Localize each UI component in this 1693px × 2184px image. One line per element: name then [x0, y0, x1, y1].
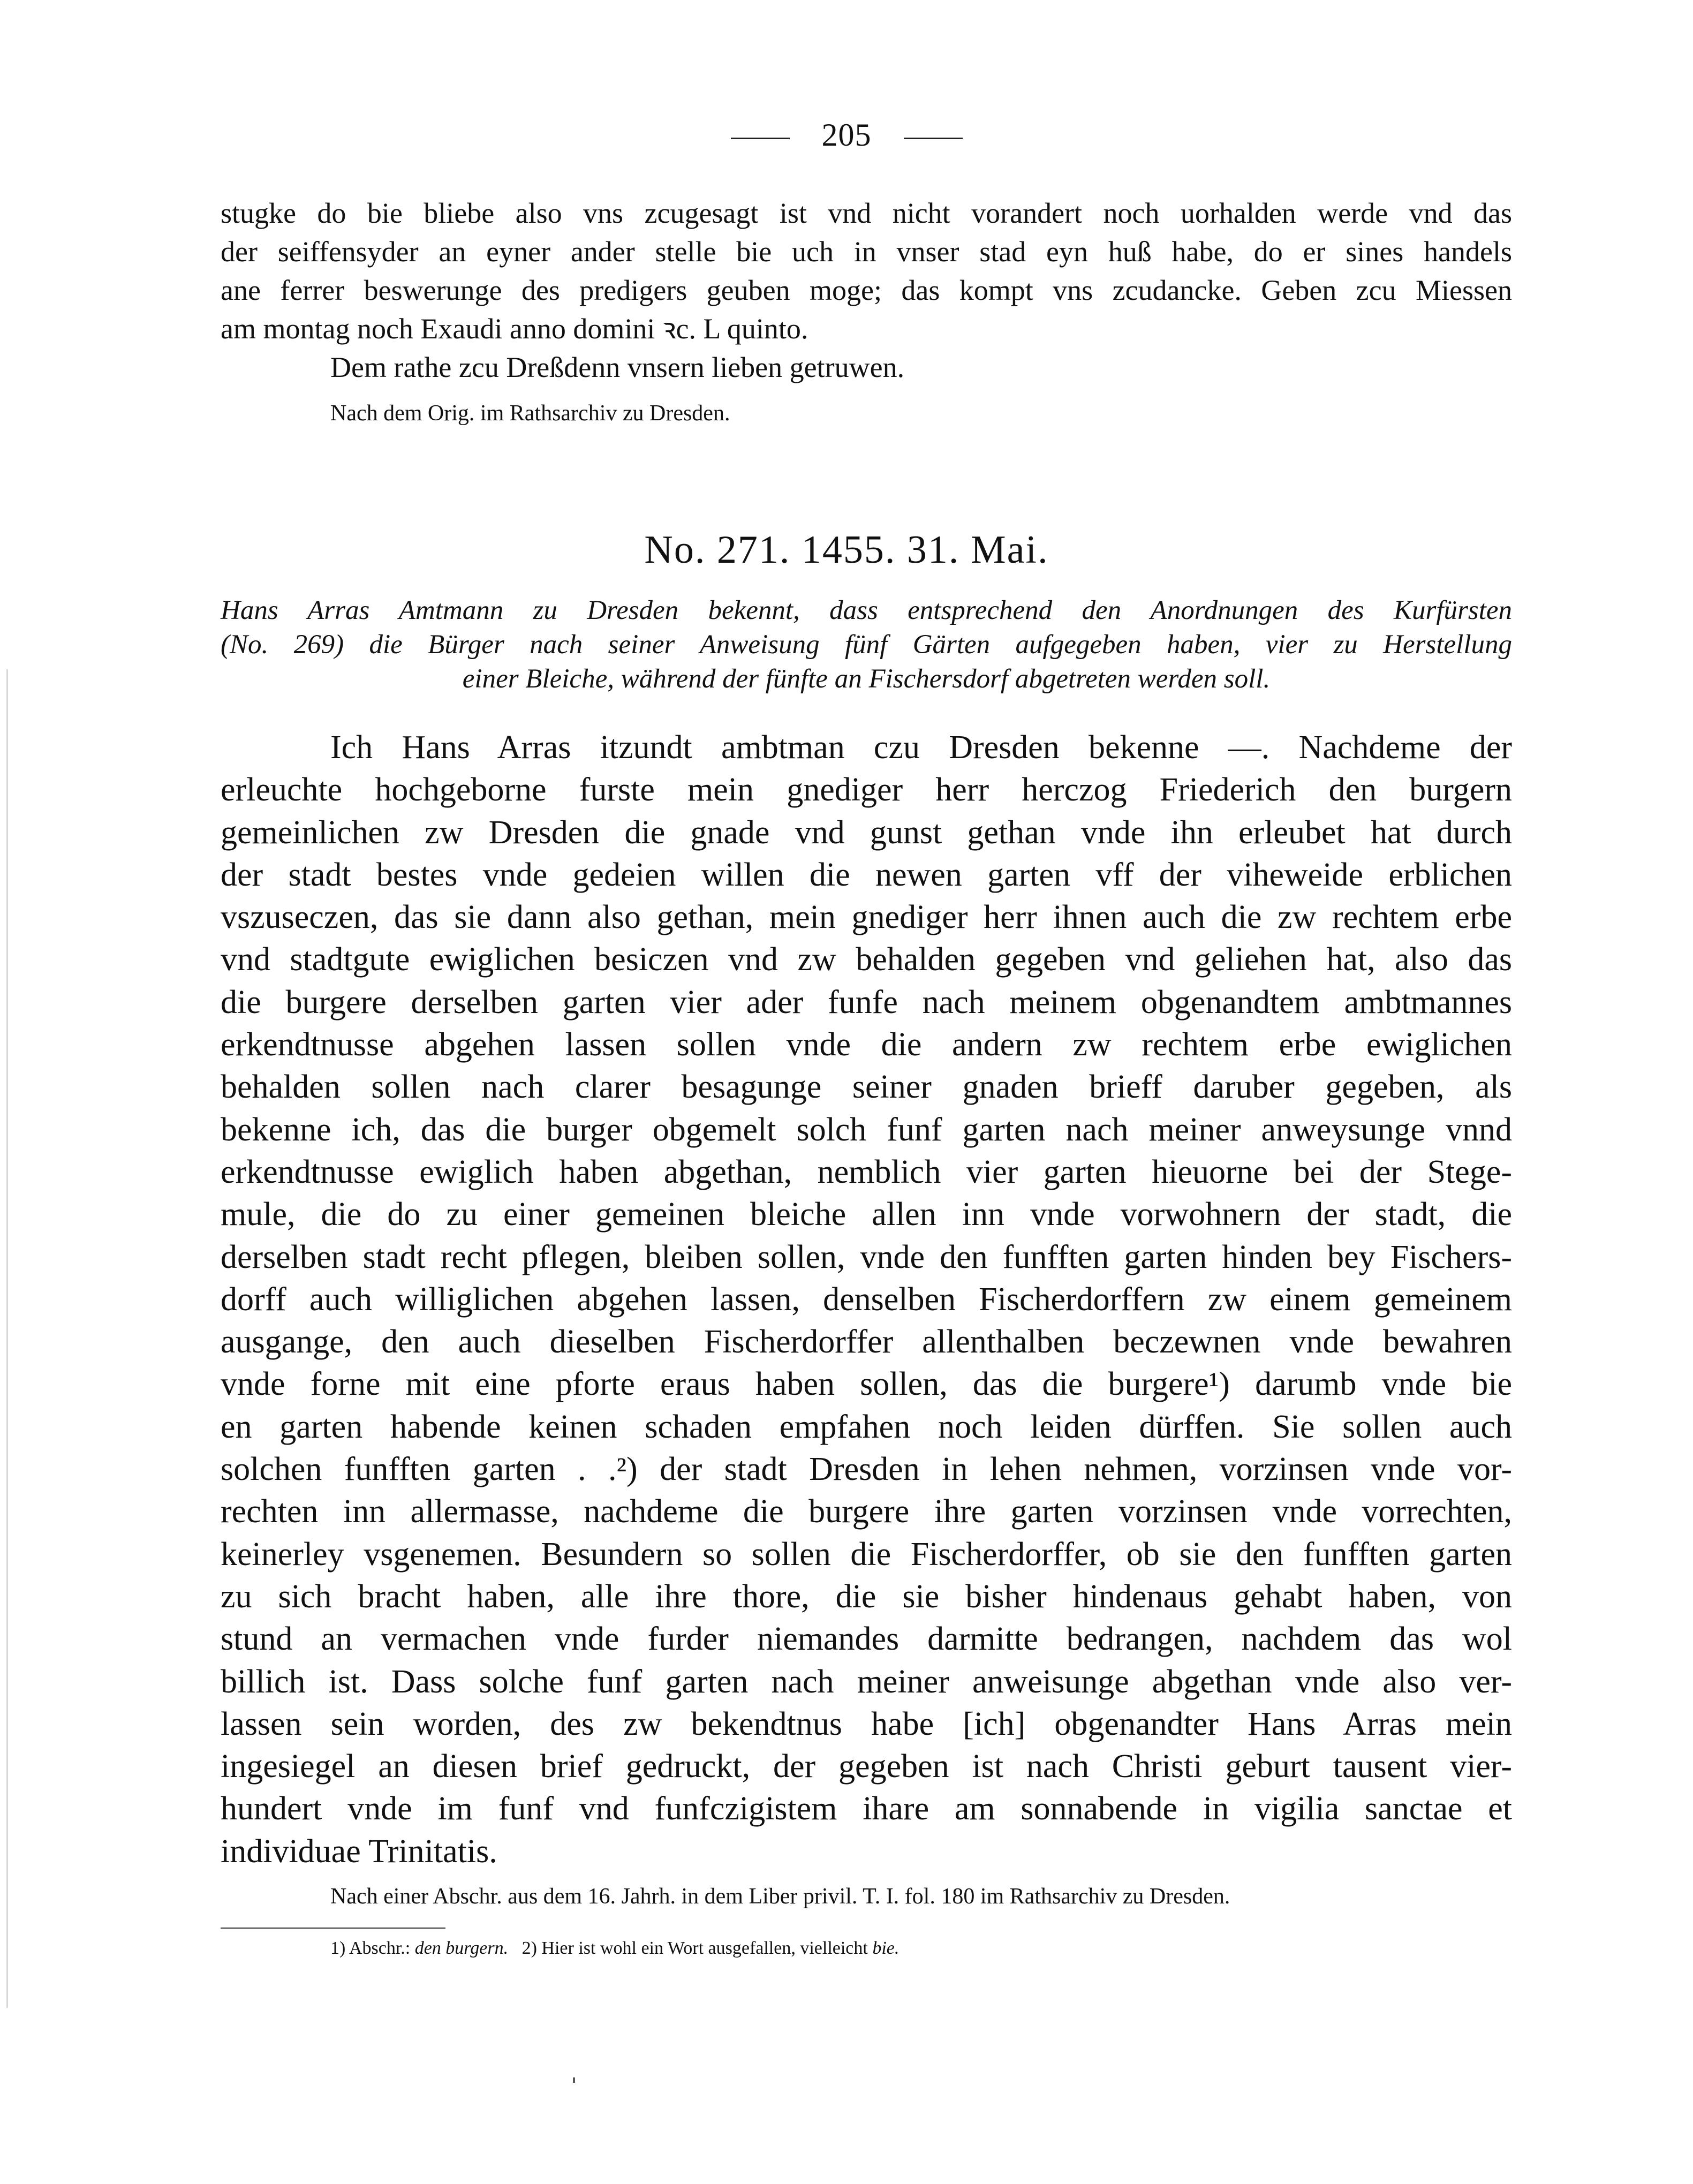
document-abstract: [221, 593, 1512, 696]
abstract-line: Hans Arras Amtmann zu Dresden bekennt, dass entsprechend den Anordnungen des Kurfürsten: [221, 595, 1512, 625]
page-number-left-rule: [731, 138, 790, 139]
body-line: bekenne ich, das die burger obgemelt solch funf garten nach meiner anweysunge vnnd: [221, 1111, 1512, 1148]
body-line: keinerley vsgenemen. Besundern so sollen die Fischerdorffer, ob sie den funfften garten: [221, 1536, 1512, 1573]
body-line: ingesiegel an diesen brief gedruckt, der gegeben ist nach Christi geburt tausent vier-: [221, 1748, 1512, 1785]
body-line: Ich Hans Arras itzundt ambtman czu Dresden bekenne —. Nachdeme der: [330, 729, 1512, 766]
document-source-note: Nach einer Abschr. aus dem 16. Jahrh. in dem Liber privil. T. I. fol. 180 im Rathsarchiv zu Dresden.: [330, 1884, 1230, 1909]
body-line: billich ist. Dass solche funf garten nach meiner anweisunge abgethan vnde also ver-: [221, 1663, 1512, 1700]
body-line: en garten habende keinen schaden empfahen noch leiden dürffen. Sie sollen auch: [221, 1408, 1512, 1445]
body-line: lassen sein worden, des zw bekendtnus habe [ich] obgenandter Hans Arras mein: [221, 1705, 1512, 1742]
scan-edge-line: [6, 669, 8, 2008]
document-body: [221, 727, 1512, 1873]
footnote-1-label: 1) Abschr.:: [330, 1938, 411, 1958]
body-line: erkendtnusse ewiglich haben abgethan, nemblich vier garten hieuorne bei der Stege-: [221, 1153, 1512, 1190]
body-line: stund an vermachen vnde furder niemandes darmitte bedrangen, nachdem das wol: [221, 1621, 1512, 1658]
body-line: erleuchte hochgeborne furste mein gnediger herr herczog Friederich den burgern: [221, 772, 1512, 808]
footnote-rule: [221, 1928, 445, 1929]
address-line: Dem rathe zcu Dreßdenn vnsern lieben getruwen.: [330, 351, 905, 383]
page-number-right-rule: [904, 138, 963, 139]
body-line: vnde forne mit eine pforte eraus haben sollen, das die burgere¹) darumb vnde bie: [221, 1366, 1512, 1403]
text-line: am montag noch Exaudi anno domini ꝛc. L quinto.: [221, 313, 808, 345]
body-line: dorff auch williglichen abgehen lassen, denselben Fischerdorffern zw einem gemeinem: [221, 1281, 1512, 1318]
footnote-1-text: den burgern.: [414, 1938, 509, 1958]
body-line: erkendtnusse abgehen lassen sollen vnde die andern zw rechtem erbe ewiglichen: [221, 1026, 1512, 1063]
text-line: ane ferrer beswerunge des predigers geuben moge; das kompt vns zcudancke. Geben zcu Miessen: [221, 274, 1512, 306]
document-heading: No. 271. 1455. 31. Mai.: [644, 528, 1049, 572]
body-line: gemeinlichen zw Dresden die gnade vnd gunst gethan vnde ihn erleubet hat durch: [221, 814, 1512, 851]
page-number-value: 205: [821, 117, 872, 153]
body-line: die burgere derselben garten vier ader funfe nach meinem obgenandtem ambtmannes: [221, 984, 1512, 1021]
previous-source-note: Nach dem Orig. im Rathsarchiv zu Dresden.: [330, 401, 730, 426]
text-line: der seiffensyder an eyner ander stelle bie uch in vnser stad eyn huß habe, do er sines handels: [221, 236, 1512, 268]
body-line: ausgange, den auch dieselben Fischerdorffer allenthalben beczewnen vnde bewahren: [221, 1324, 1512, 1361]
abstract-line: einer Bleiche, während der fünfte an Fischersdorf abgetreten werden soll.: [462, 664, 1271, 694]
footnotes: [330, 1938, 899, 1959]
text-line: stugke do bie bliebe also vns zcugesagt ist vnd nicht vorandert noch uorhalden werde vnd das: [221, 197, 1512, 229]
body-line: mule, die do zu einer gemeinen bleiche allen inn vnde vorwohnern der stadt, die: [221, 1196, 1512, 1233]
scan-speck: [573, 2077, 575, 2083]
abstract-line: (No. 269) die Bürger nach seiner Anweisung fünf Gärten aufgegeben haben, vier zu Herstellung: [221, 630, 1512, 660]
body-line: der stadt bestes vnde gedeien willen die newen garten vff der viheweide erblichen: [221, 856, 1512, 893]
footnote-2-label: 2) Hier ist wohl ein Wort ausgefallen, vielleicht: [521, 1938, 868, 1958]
body-line: vszuseczen, das sie dann also gethan, mein gnediger herr ihnen auch die zw rechtem erbe: [221, 899, 1512, 936]
body-line: rechten inn allermasse, nachdeme die burgere ihre garten vorzinsen vnde vorrechten,: [221, 1493, 1512, 1530]
body-line: behalden sollen nach clarer besagunge seiner gnaden brieff daruber gegeben, als: [221, 1069, 1512, 1106]
body-line: vnd stadtgute ewiglichen besiczen vnd zw behalden gegeben vnd geliehen hat, also das: [221, 941, 1512, 978]
footnote-2-text: bie.: [872, 1938, 900, 1958]
body-line: individuae Trinitatis.: [221, 1833, 497, 1870]
body-line: solchen funfften garten . .²) der stadt Dresden in lehen nehmen, vorzinsen vnde vor-: [221, 1451, 1512, 1488]
body-line: derselben stadt recht pflegen, bleiben sollen, vnde den funfften garten hinden bey Fischers-: [221, 1238, 1512, 1275]
body-line: zu sich bracht haben, alle ihre thore, die sie bisher hindenaus gehabt haben, von: [221, 1578, 1512, 1615]
body-line: hundert vnde im funf vnd funfczigistem ihare am sonnabende in vigilia sanctae et: [221, 1790, 1512, 1827]
page-number: [0, 117, 1693, 154]
previous-document-text: [221, 194, 1512, 387]
